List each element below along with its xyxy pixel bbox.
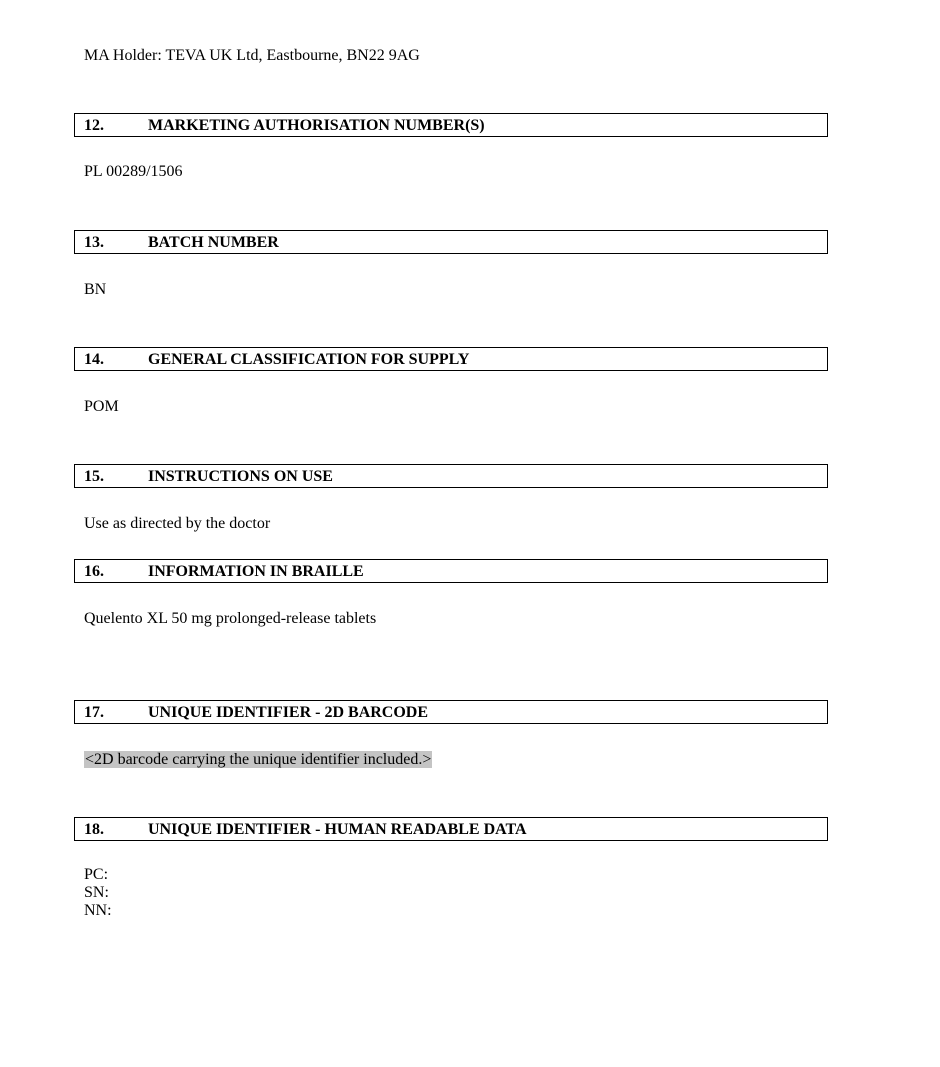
barcode-placeholder-text: <2D barcode carrying the unique identifier included.> [85,751,432,768]
section-14-heading [74,347,828,371]
section-12-title: MARKETING AUTHORISATION NUMBER(S) [148,117,485,134]
section-16-title: INFORMATION IN BRAILLE [148,563,364,580]
marketing-authorisation-number: PL 00289/1506 [84,163,183,180]
section-18-number: 18. [84,821,104,838]
section-12-heading [74,113,828,137]
section-13-heading [74,230,828,254]
section-14-number: 14. [84,351,104,368]
barcode-placeholder-line [84,750,432,770]
section-15-heading [74,464,828,488]
section-18-heading [74,817,828,841]
section-17-title: UNIQUE IDENTIFIER - 2D BARCODE [148,704,429,721]
section-16-number: 16. [84,563,104,580]
section-12-number: 12. [84,117,104,134]
section-18-title: UNIQUE IDENTIFIER - HUMAN READABLE DATA [148,821,527,838]
section-17-number: 17. [84,704,104,721]
product-code-label: PC: [84,866,109,883]
section-16-heading [74,559,828,583]
section-14-title: GENERAL CLASSIFICATION FOR SUPPLY [148,351,470,368]
national-number-label: NN: [84,902,112,919]
section-15-number: 15. [84,468,104,485]
batch-number-value: BN [84,281,107,298]
section-13-number: 13. [84,234,104,251]
supply-classification-value: POM [84,398,119,415]
instructions-on-use-value: Use as directed by the doctor [84,515,271,532]
section-17-heading [74,700,828,724]
ma-holder-line: MA Holder: TEVA UK Ltd, Eastbourne, BN22 9AG [84,47,420,64]
section-13-title: BATCH NUMBER [148,234,279,251]
section-15-title: INSTRUCTIONS ON USE [148,468,333,485]
braille-information-value: Quelento XL 50 mg prolonged-release tablets [84,610,377,627]
serial-number-label: SN: [84,884,109,901]
